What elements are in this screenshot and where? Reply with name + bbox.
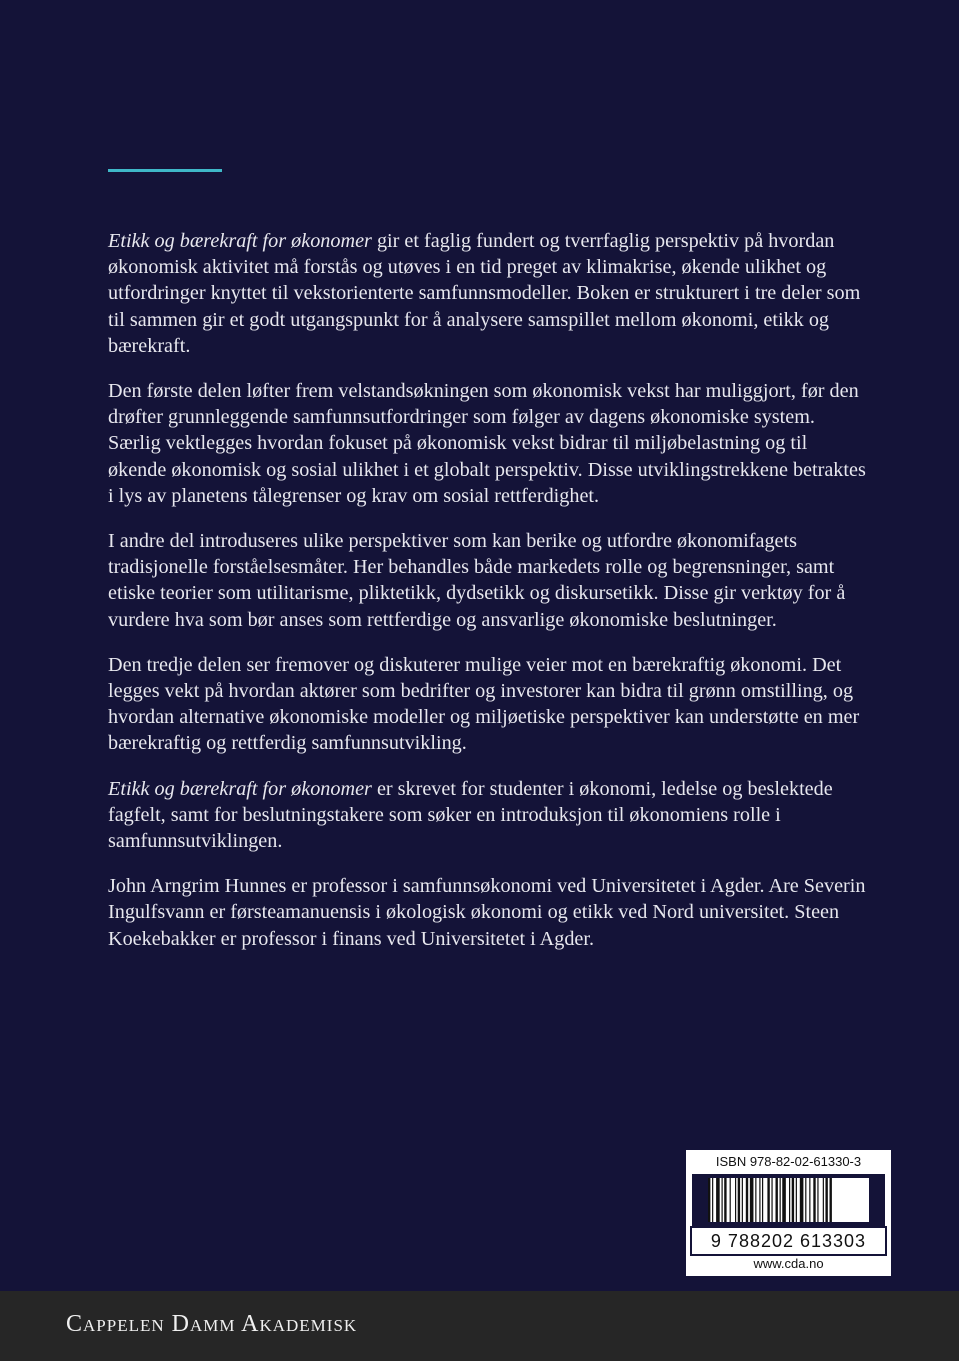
book-title-italic: Etikk og bærekraft for økonomer: [108, 230, 372, 252]
blurb-paragraph-2: Den første delen løfter frem velstandsøkningen som økonomisk vekst har muliggjort, før den drøfter grunnleggende samfunnsutfordringer som følger av dagens økonomiske system. Særlig vektlegges hvordan fokuset på økonomisk vekst bidrar til miljøbelastning og til økende økonomisk og sosial ulikhet i et globalt perspektiv. Disse utviklingstrekkene betraktes i lys av planetens tålegrenser og krav om sosial rettferdighet.: [108, 380, 866, 507]
barcode-digits: 9 788202 613303: [690, 1226, 887, 1256]
isbn-barcode-panel: [686, 1150, 891, 1276]
barcode-frame: [692, 1174, 885, 1226]
accent-rule: [108, 169, 222, 172]
publisher-logo-text: Cappelen Damm Akademisk: [66, 1311, 358, 1337]
publisher-footer-bar: [0, 1291, 959, 1361]
blurb-paragraph-5-text: er skrevet for studenter i økonomi, ledelse og beslektede fagfelt, samt for beslutningstakere som søker en introduksjon til økonomiens rolle i samfunnsutviklingen.: [108, 777, 833, 853]
blurb-paragraph-4: Den tredje delen ser fremover og diskuterer mulige veier mot en bærekraftig økonomi. Det legges vekt på hvordan aktører som bedrifter og investorer kan bidra til grønn omstilling, og hvordan alternative økonomiske modeller og miljøetiske perspektiver kan understøtte en mer bærekraftig og rettferdig samfunnsutvikling.: [108, 653, 860, 755]
book-title-italic: Etikk og bærekraft for økonomer: [108, 777, 372, 800]
author-bios: John Arngrim Hunnes er professor i samfunnsøkonomi ved Universitetet i Agder. Are Severin Ingulfsvann er førsteamanuensis i økologisk økonomi og etikk ved Nord universitet. Steen Koekebakker er professor i finans ved Universitetet i Agder.: [108, 875, 866, 950]
blurb-paragraph-3: I andre del introduseres ulike perspektiver som kan berike og utfordre økonomifagets tradisjonelle forståelsesmåter. Her behandles både markedets rolle og begrensninger, samt etiske teorier som utilitarisme, pliktetikk, dydsetikk og diskursetikk. Disse gir verktøy for å vurdere hva som bør anses som rettferdige og ansvarlige økonomiske beslutninger.: [108, 530, 846, 631]
publisher-website: www.cda.no: [753, 1256, 824, 1271]
blurb-paragraph-1-text: gir et faglig fundert og tverrfaglig perspektiv på hvordan økonomisk aktivitet må forstås og utøves i en tid preget av klimakrise, økende ulikhet og utfordringer knyttet til vekstorienterte samfunnsmodeller. Boken er strukturert i tre deler som til sammen gir et godt utgangspunkt for å analysere samspillet mellom økonomi, etikk og bærekraft.: [108, 230, 861, 357]
back-cover-blurb: [108, 228, 868, 971]
blurb-paragraph-5: [108, 776, 868, 855]
isbn-label: ISBN 978-82-02-61330-3: [715, 1154, 862, 1169]
blurb-paragraph-1: [108, 228, 868, 359]
barcode-icon: [708, 1178, 869, 1222]
